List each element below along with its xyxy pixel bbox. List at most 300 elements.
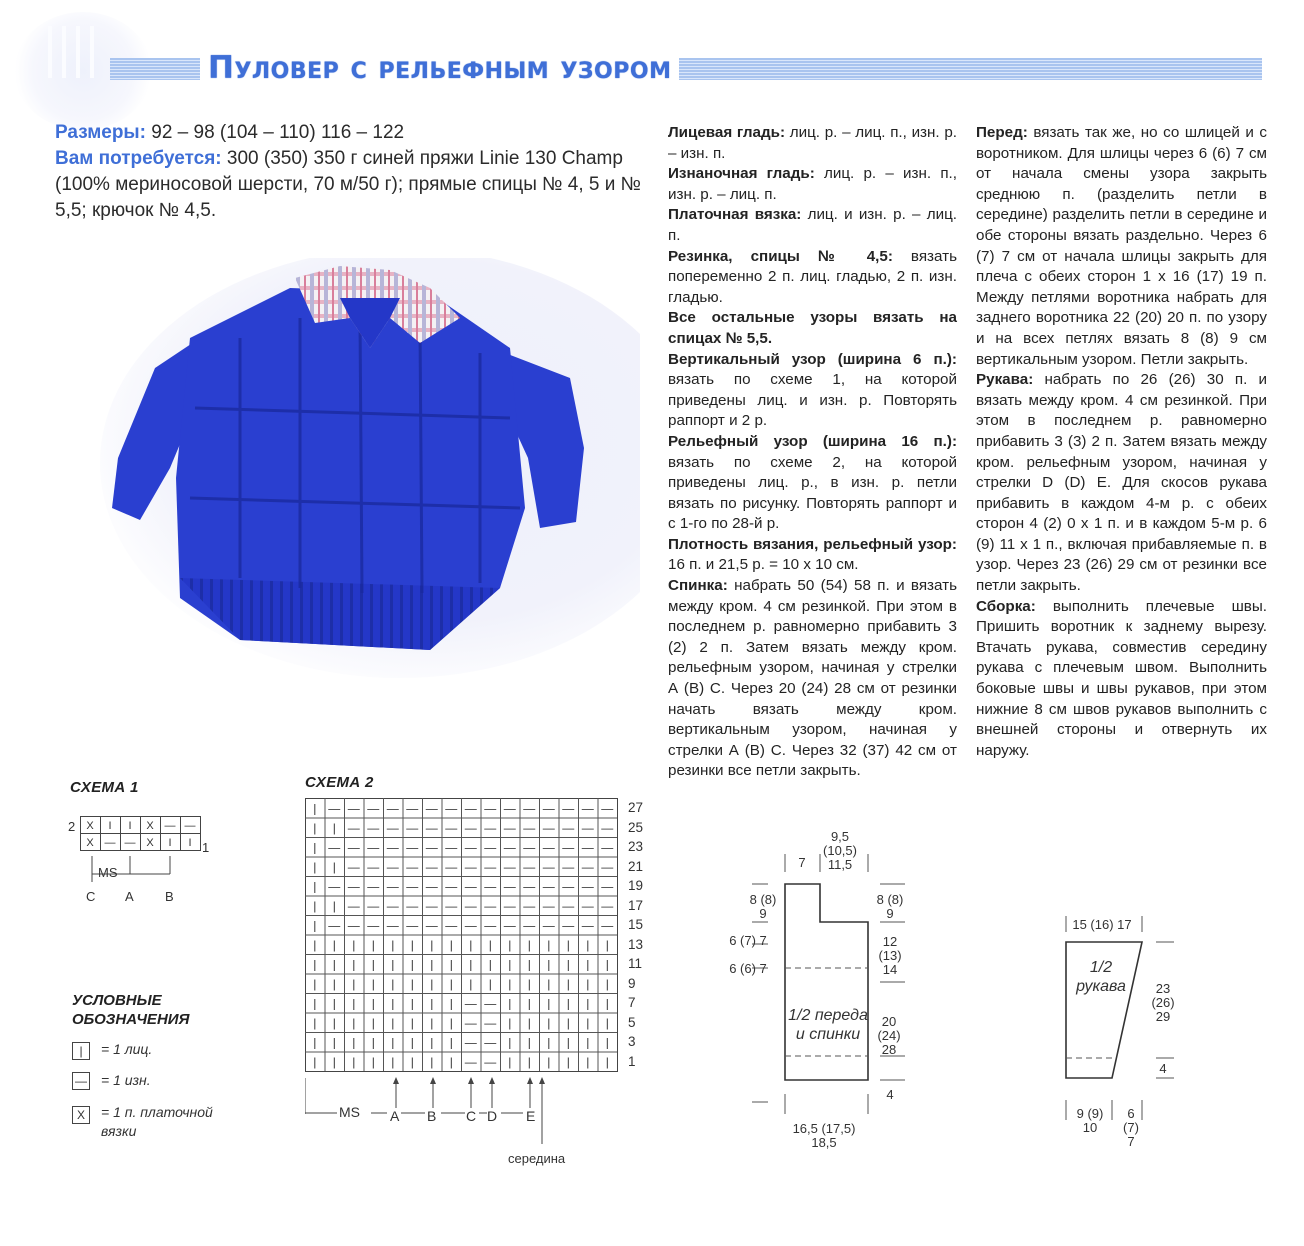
- stitch-symbol: |: [508, 1035, 512, 1050]
- instructions-column-1: [668, 123, 957, 782]
- paragraph: [976, 123, 1267, 370]
- stitch-symbol: |: [449, 937, 453, 952]
- stitch-symbol: —: [542, 859, 555, 874]
- svg-text:X: X: [86, 837, 94, 849]
- stitch-symbol: |: [508, 937, 512, 952]
- svg-text:I: I: [188, 837, 192, 849]
- stitch-symbol: —: [542, 801, 555, 816]
- body-top-left: 7: [798, 855, 806, 870]
- stitch-symbol: —: [523, 879, 536, 894]
- stitch-symbol: —: [601, 859, 614, 874]
- body-right-1: 8 (8) 9: [876, 892, 904, 921]
- stitch-symbol: —: [347, 879, 360, 894]
- stitch-symbol: |: [332, 859, 336, 874]
- row-number: 25: [628, 819, 644, 835]
- legend-title: [72, 991, 190, 1029]
- page-title: Пуловер с рельефным узором: [200, 46, 679, 90]
- stitch-symbol: —: [445, 859, 458, 874]
- stitch-symbol: |: [566, 1015, 570, 1030]
- stitch-symbol: —: [367, 820, 380, 835]
- body-right-3: 20 (24) 28: [877, 1014, 901, 1057]
- schema-1-ms: MS: [98, 865, 118, 880]
- knit-symbol-icon: |: [72, 1042, 90, 1060]
- stitch-symbol: |: [410, 1015, 414, 1030]
- stitch-symbol: |: [508, 1054, 512, 1069]
- stitch-symbol: |: [391, 1015, 395, 1030]
- row-number: 21: [628, 858, 644, 874]
- body-right-4: 4: [886, 1087, 894, 1102]
- stitch-symbol: |: [547, 996, 551, 1011]
- stitch-symbol: |: [430, 957, 434, 972]
- stitch-symbol: —: [484, 996, 497, 1011]
- stitch-symbol: —: [464, 1035, 477, 1050]
- stitch-symbol: —: [464, 859, 477, 874]
- stitch-symbol: |: [605, 937, 609, 952]
- stitch-symbol: —: [406, 820, 419, 835]
- stitch-symbol: —: [367, 918, 380, 933]
- row-number: 13: [628, 936, 644, 952]
- stitch-symbol: |: [313, 820, 317, 835]
- stitch-symbol: —: [503, 820, 516, 835]
- stitch-symbol: |: [371, 976, 375, 991]
- paragraph: [668, 535, 957, 576]
- stitch-symbol: |: [527, 996, 531, 1011]
- instructions-column-2: [976, 123, 1267, 761]
- needs-value: 300 (350) 350 г синей пряжи Linie 130 Champ (100% мериносовой шерсти, 70 м/50 г); прямые спицы № 4, 5 и № 5,5; крючок № 4,5.: [55, 148, 642, 221]
- stitch-symbol: —: [581, 898, 594, 913]
- stitch-symbol: —: [464, 1054, 477, 1069]
- stitch-symbol: |: [547, 937, 551, 952]
- schema-1-row-bottom: 1: [202, 840, 210, 855]
- stitch-symbol: —: [503, 918, 516, 933]
- stitch-symbol: —: [562, 918, 575, 933]
- stitch-symbol: |: [332, 976, 336, 991]
- garter-symbol-icon: X: [72, 1106, 90, 1124]
- row-number: 19: [628, 878, 644, 893]
- paragraph: [668, 576, 957, 782]
- sweater-photo: [100, 258, 640, 678]
- stitch-symbol: |: [313, 996, 317, 1011]
- stitch-symbol: —: [542, 820, 555, 835]
- stitch-symbol: —: [425, 879, 438, 894]
- sleeve-pattern-shape: [1050, 910, 1190, 1140]
- stitch-symbol: —: [484, 859, 497, 874]
- row-number: 9: [628, 975, 636, 991]
- schema-1-row-top: 2: [68, 819, 76, 834]
- stitch-symbol: —: [347, 801, 360, 816]
- stitch-symbol: —: [328, 918, 341, 933]
- stitch-symbol: —: [347, 859, 360, 874]
- stitch-symbol: |: [508, 957, 512, 972]
- stitch-symbol: |: [430, 937, 434, 952]
- stitch-symbol: |: [352, 1035, 356, 1050]
- body-label: 1/2 переда и спинки: [788, 1007, 868, 1043]
- paragraph-heading: Перед:: [976, 124, 1028, 141]
- stitch-symbol: |: [449, 1015, 453, 1030]
- paragraph-text: лиц. и изн. р. – лиц. п.: [668, 206, 957, 244]
- stitch-symbol: —: [425, 820, 438, 835]
- stitch-symbol: —: [464, 879, 477, 894]
- stitch-symbol: —: [367, 801, 380, 816]
- schema-2-arrow-a: A: [390, 1108, 400, 1124]
- stitch-symbol: |: [352, 1054, 356, 1069]
- stitch-symbol: |: [566, 1035, 570, 1050]
- stitch-symbol: |: [352, 1015, 356, 1030]
- stitch-symbol: —: [581, 879, 594, 894]
- stitch-symbol: |: [586, 957, 590, 972]
- body-bottom: 16,5 (17,5) 18,5: [792, 1121, 856, 1150]
- paragraph: [668, 432, 957, 535]
- stitch-symbol: |: [430, 976, 434, 991]
- stitch-symbol: |: [527, 1035, 531, 1050]
- row-number: 3: [628, 1034, 636, 1049]
- stitch-symbol: |: [391, 996, 395, 1011]
- stitch-symbol: —: [386, 859, 399, 874]
- stitch-symbol: —: [562, 840, 575, 855]
- stitch-symbol: —: [484, 1054, 497, 1069]
- paragraph-text: 16 п. и 21,5 р. = 10 х 10 см.: [668, 556, 859, 574]
- sweater-illustration: [100, 258, 640, 678]
- stitch-symbol: |: [449, 1035, 453, 1050]
- legend-garter-text: = 1 п. платочной вязки: [101, 1104, 213, 1139]
- stitch-symbol: —: [367, 898, 380, 913]
- schema-2-arrow-e: E: [526, 1108, 536, 1124]
- paragraph-text: вязать попеременно 2 п. лиц. гладью, 2 п. изн. гладью.: [668, 247, 957, 306]
- stitch-symbol: —: [503, 879, 516, 894]
- stitch-symbol: |: [313, 937, 317, 952]
- schema-2-title: СХЕМА 2: [305, 774, 374, 791]
- stitch-symbol: |: [313, 840, 317, 855]
- stitch-symbol: —: [581, 801, 594, 816]
- paragraph-heading: Резинка, спицы № 4,5:: [668, 247, 893, 265]
- body-left-3: 6 (6) 7: [729, 961, 767, 976]
- legend-purl-text: = 1 изн.: [101, 1072, 151, 1088]
- paragraph-text: вязать так же, но со шлицей и с воротником. Для шлицы через 6 (6) 7 см от начала смены узора закрыть среднюю п. (разделить петли в середине) разделить петли в середине и обе стороны вязать раздельно. Через 6 (7) 7 см от начала шлицы закрыть для плеча с обеих сторон 1 х 16 (17) 19 п. Между петлями воротника набрать для заднего воротника 22 (20) 20 п. по узору и на всех петлях вязать 8 (8) 9 см вертикальным узором. Петли закрыть.: [976, 124, 1267, 368]
- stitch-symbol: |: [566, 957, 570, 972]
- stitch-symbol: |: [449, 1054, 453, 1069]
- stitch-symbol: —: [503, 859, 516, 874]
- paragraph: [976, 597, 1267, 762]
- sizes-label: Размеры:: [55, 122, 146, 143]
- stitch-symbol: —: [386, 801, 399, 816]
- stitch-symbol: |: [410, 996, 414, 1011]
- schema-2-arrow-b: B: [427, 1108, 437, 1124]
- paragraph: [668, 350, 957, 432]
- stitch-symbol: —: [601, 801, 614, 816]
- svg-text:I: I: [108, 820, 112, 832]
- stitch-symbol: —: [347, 898, 360, 913]
- stitch-symbol: |: [352, 996, 356, 1011]
- body-left-2: 6 (7) 7: [729, 933, 767, 948]
- stitch-symbol: —: [601, 879, 614, 894]
- sleeve-bottom-left: 9 (9) 10: [1076, 1106, 1104, 1135]
- stitch-symbol: —: [503, 898, 516, 913]
- stitch-symbol: —: [484, 801, 497, 816]
- paragraph-text: вязать по схеме 1, на которой приведены лиц. и изн. р. Повторять раппорт и 2 р.: [668, 371, 957, 430]
- stitch-symbol: —: [386, 898, 399, 913]
- stitch-symbol: —: [523, 859, 536, 874]
- stitch-symbol: —: [542, 879, 555, 894]
- purl-symbol-icon: —: [72, 1072, 90, 1090]
- stitch-symbol: |: [508, 976, 512, 991]
- stitch-symbol: |: [430, 1015, 434, 1030]
- body-right-2: 12 (13) 14: [878, 934, 902, 977]
- stitch-symbol: |: [547, 957, 551, 972]
- paragraph-heading: Изнаночная гладь:: [668, 165, 815, 183]
- stitch-symbol: |: [313, 859, 317, 874]
- sleeve-bottom-right: 6 (7) 7: [1123, 1106, 1139, 1149]
- paragraph-text: лиц. р. – лиц. п., изн. р. – изн. п.: [668, 124, 957, 162]
- stitch-symbol: —: [542, 898, 555, 913]
- stitch-symbol: —: [601, 820, 614, 835]
- stitch-symbol: |: [449, 957, 453, 972]
- stitch-symbol: |: [313, 918, 317, 933]
- paragraph-heading: Вертикальный узор (ширина 6 п.):: [668, 350, 957, 368]
- stitch-symbol: —: [347, 840, 360, 855]
- stitch-symbol: —: [386, 840, 399, 855]
- stitch-symbol: —: [406, 879, 419, 894]
- stitch-symbol: —: [542, 918, 555, 933]
- schema-2-arrow-c: C: [466, 1108, 477, 1124]
- sizes-line: [55, 120, 645, 146]
- stitch-symbol: |: [566, 937, 570, 952]
- stitch-symbol: |: [527, 937, 531, 952]
- stitch-symbol: |: [488, 957, 492, 972]
- schema-2-middle-label: середина: [508, 1151, 566, 1166]
- stitch-symbol: —: [484, 879, 497, 894]
- body-top-total: 9,5 (10,5) 11,5: [823, 829, 857, 872]
- row-number: 1: [628, 1053, 636, 1069]
- stitch-symbol: —: [406, 840, 419, 855]
- stitch-symbol: —: [386, 820, 399, 835]
- stitch-symbol: —: [425, 840, 438, 855]
- stitch-symbol: —: [406, 801, 419, 816]
- svg-text:—: —: [164, 820, 176, 832]
- stitch-symbol: —: [386, 879, 399, 894]
- stitch-symbol: |: [313, 898, 317, 913]
- paragraph-heading: Сборка:: [976, 597, 1036, 615]
- stitch-symbol: —: [425, 898, 438, 913]
- stitch-symbol: |: [371, 937, 375, 952]
- stitch-symbol: —: [523, 820, 536, 835]
- sleeve-top: 15 (16) 17: [1072, 917, 1132, 932]
- stitch-symbol: |: [547, 1035, 551, 1050]
- paragraph-heading: Плотность вязания, рельефный узор:: [668, 535, 957, 553]
- stitch-symbol: |: [430, 996, 434, 1011]
- stitch-symbol: |: [449, 976, 453, 991]
- stitch-symbol: |: [410, 1035, 414, 1050]
- stitch-symbol: |: [371, 996, 375, 1011]
- legend-knit-text: = 1 лиц.: [101, 1041, 153, 1057]
- paragraph-text: вязать по схеме 2, на которой приведены лиц. р., в изн. р. петли вязать по рисунку. Повторять раппорт и с 1-го по 28-й р.: [668, 453, 957, 533]
- stitch-symbol: |: [332, 898, 336, 913]
- paragraph-heading: Платочная вязка:: [668, 206, 802, 224]
- stitch-symbol: —: [581, 918, 594, 933]
- row-number: 5: [628, 1014, 636, 1030]
- paragraph-heading: Рукава:: [976, 371, 1034, 389]
- paragraph-text: лиц. р. – изн. п., изн. р. – лиц. п.: [668, 165, 957, 203]
- stitch-symbol: |: [605, 1015, 609, 1030]
- sleeve-right-2: 4: [1159, 1061, 1167, 1076]
- row-number: 27: [628, 800, 644, 815]
- stitch-symbol: |: [527, 976, 531, 991]
- stitch-symbol: |: [586, 976, 590, 991]
- sleeve-label: 1/2 рукава: [1076, 959, 1126, 995]
- svg-text:X: X: [146, 820, 154, 832]
- row-number: 7: [628, 995, 636, 1010]
- paragraph: [976, 370, 1267, 597]
- stitch-symbol: —: [523, 801, 536, 816]
- schema-2-ms: MS: [339, 1104, 360, 1120]
- stitch-symbol: —: [425, 801, 438, 816]
- stitch-symbol: —: [484, 820, 497, 835]
- stitch-symbol: —: [464, 1015, 477, 1030]
- stitch-symbol: |: [332, 957, 336, 972]
- stitch-symbol: —: [581, 859, 594, 874]
- stitch-symbol: |: [410, 957, 414, 972]
- row-number: 11: [628, 956, 643, 971]
- stitch-symbol: —: [464, 840, 477, 855]
- stitch-symbol: —: [581, 820, 594, 835]
- stitch-symbol: |: [449, 996, 453, 1011]
- stitch-symbol: |: [352, 957, 356, 972]
- stitch-symbol: —: [562, 820, 575, 835]
- stitch-symbol: —: [445, 879, 458, 894]
- paragraph: [668, 308, 957, 349]
- schema-1-arrow-a: A: [125, 889, 134, 904]
- stitch-symbol: |: [430, 1035, 434, 1050]
- stitch-symbol: |: [313, 879, 317, 894]
- stitch-symbol: |: [371, 957, 375, 972]
- stitch-symbol: —: [328, 801, 341, 816]
- row-number: 17: [628, 897, 644, 913]
- stitch-symbol: |: [605, 1035, 609, 1050]
- stitch-symbol: —: [386, 918, 399, 933]
- stitch-symbol: |: [547, 976, 551, 991]
- paragraph: [668, 205, 957, 246]
- paragraph: [668, 247, 957, 309]
- paragraph-heading: Спинка:: [668, 577, 728, 595]
- stitch-symbol: |: [391, 937, 395, 952]
- stitch-symbol: |: [410, 937, 414, 952]
- stitch-symbol: |: [586, 937, 590, 952]
- stitch-symbol: |: [332, 1054, 336, 1069]
- needs-line: [55, 146, 645, 224]
- stitch-symbol: |: [352, 976, 356, 991]
- stitch-symbol: —: [601, 898, 614, 913]
- stitch-symbol: —: [367, 879, 380, 894]
- stitch-symbol: |: [410, 976, 414, 991]
- stitch-symbol: |: [313, 1015, 317, 1030]
- row-number: 23: [628, 839, 644, 854]
- stitch-symbol: —: [425, 918, 438, 933]
- stitch-symbol: |: [605, 957, 609, 972]
- stitch-symbol: |: [566, 976, 570, 991]
- stitch-symbol: —: [562, 801, 575, 816]
- stitch-symbol: |: [391, 976, 395, 991]
- stitch-symbol: |: [605, 996, 609, 1011]
- stitch-symbol: —: [445, 820, 458, 835]
- paragraph: [668, 164, 957, 205]
- stitch-symbol: |: [313, 957, 317, 972]
- paragraph: [668, 123, 957, 164]
- stitch-symbol: |: [605, 1054, 609, 1069]
- stitch-symbol: —: [523, 840, 536, 855]
- paragraph-heading: Лицевая гладь:: [668, 124, 786, 141]
- stitch-symbol: |: [313, 1035, 317, 1050]
- stitch-symbol: —: [464, 898, 477, 913]
- stitch-symbol: —: [503, 840, 516, 855]
- stitch-symbol: |: [332, 1035, 336, 1050]
- stitch-symbol: |: [352, 937, 356, 952]
- stitch-symbol: —: [406, 859, 419, 874]
- paragraph-heading: Рельефный узор (ширина 16 п.):: [668, 432, 957, 450]
- stitch-symbol: |: [488, 937, 492, 952]
- stitch-symbol: —: [523, 918, 536, 933]
- stitch-symbol: |: [566, 996, 570, 1011]
- stitch-symbol: —: [328, 879, 341, 894]
- stitch-symbol: —: [425, 859, 438, 874]
- stitch-symbol: —: [347, 820, 360, 835]
- stitch-symbol: —: [328, 840, 341, 855]
- schema-2-grid: [305, 798, 625, 1080]
- stitch-symbol: —: [347, 918, 360, 933]
- stitch-symbol: —: [464, 996, 477, 1011]
- stitch-symbol: |: [313, 1054, 317, 1069]
- stitch-symbol: |: [332, 996, 336, 1011]
- stitch-symbol: |: [586, 1015, 590, 1030]
- stitch-symbol: —: [484, 840, 497, 855]
- stitch-symbol: —: [601, 918, 614, 933]
- stitch-symbol: |: [371, 1015, 375, 1030]
- paragraph-text: набрать 50 (54) 58 п. и вязать между кром. 4 см резинкой. При этом в последнем р. равномерно прибавить 3 (2) 2 п. Затем вязать между кром. рельефным узором, начиная у стрелки А (В) С. Через 20 (24) 28 см от резинки начать вязать между кром. вертикальным узором, начиная у стрелки А (В) С. Через 32 (37) 42 см от резинки все петли закрыть.: [668, 577, 957, 780]
- stitch-symbol: |: [430, 1054, 434, 1069]
- stitch-symbol: —: [464, 918, 477, 933]
- stitch-symbol: |: [547, 1054, 551, 1069]
- stitch-symbol: —: [367, 859, 380, 874]
- stitch-symbol: |: [547, 1015, 551, 1030]
- schema-1-arrow-b: B: [165, 889, 174, 904]
- stitch-symbol: |: [527, 1054, 531, 1069]
- svg-text:I: I: [168, 837, 172, 849]
- stitch-symbol: |: [391, 1035, 395, 1050]
- schema-1-title: СХЕМА 1: [70, 779, 139, 796]
- stitch-symbol: |: [410, 1054, 414, 1069]
- svg-text:—: —: [124, 837, 136, 849]
- body-left-1: 8 (8) 9: [749, 892, 777, 921]
- stitch-symbol: |: [313, 801, 317, 816]
- stitch-symbol: —: [542, 840, 555, 855]
- stitch-symbol: |: [527, 957, 531, 972]
- stitch-symbol: —: [445, 840, 458, 855]
- sizes-value: 92 – 98 (104 – 110) 116 – 122: [145, 122, 405, 143]
- stitch-symbol: —: [484, 1015, 497, 1030]
- stitch-symbol: —: [406, 918, 419, 933]
- schema-2-arrow-d: D: [487, 1108, 498, 1124]
- svg-text:X: X: [86, 820, 94, 832]
- stitch-symbol: —: [445, 918, 458, 933]
- stitch-symbol: |: [527, 1015, 531, 1030]
- paragraph-text: выполнить плечевые швы. Пришить воротник к заднему вырезу. Втачать рукава, совместив середину рукава с плечевым швом. Выполнить боковые швы и швы рукавов, при этом нижние 8 см швов рукавов выполнить с внешней стороны и отвернуть их наружу.: [976, 597, 1267, 759]
- legend-title-line: УСЛОВНЫЕ: [72, 992, 162, 1009]
- stitch-symbol: —: [464, 820, 477, 835]
- stitch-symbol: |: [469, 957, 473, 972]
- stitch-symbol: —: [445, 801, 458, 816]
- row-number: 15: [628, 917, 644, 932]
- sleeve-right-1: 23 (26) 29: [1151, 981, 1175, 1024]
- stitch-symbol: |: [488, 976, 492, 991]
- stitch-symbol: —: [562, 879, 575, 894]
